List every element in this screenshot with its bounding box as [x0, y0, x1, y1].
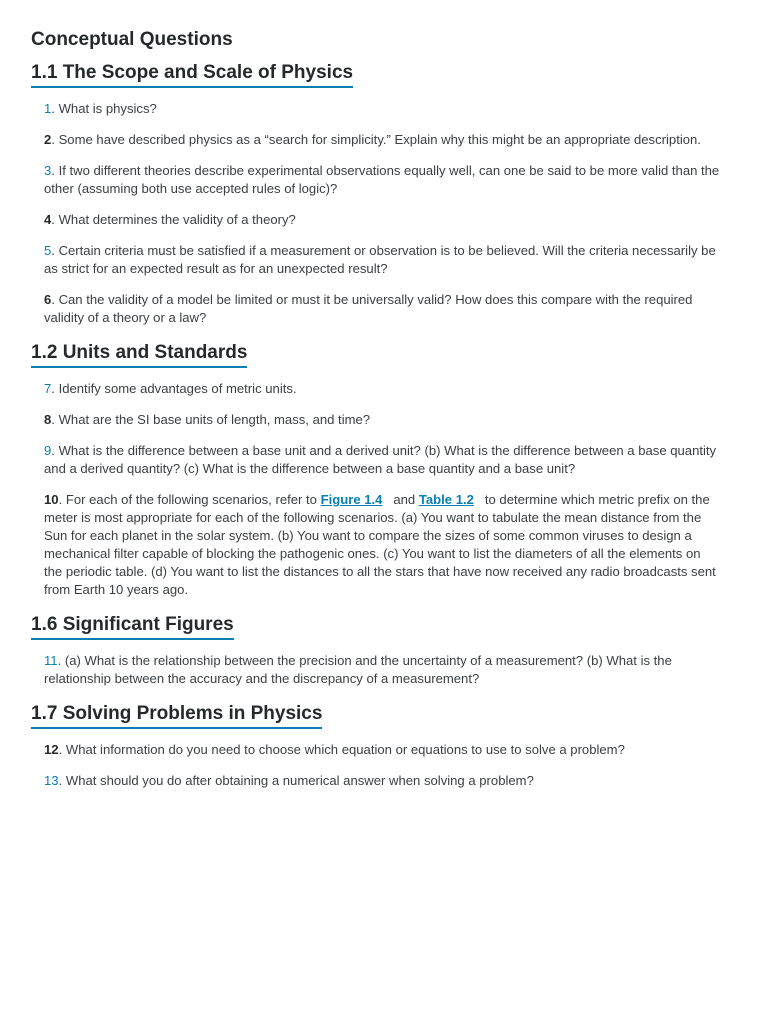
question-text: . What is physics?	[51, 101, 157, 116]
question-5	[44, 242, 722, 278]
question-text: . Certain criteria must be satisfied if a measurement or observation is to be believed. Will the criteria necessarily be as strict for an expected result as for an unexpected result?	[44, 243, 716, 276]
section-heading[interactable]: 1.1 The Scope and Scale of Physics	[31, 60, 353, 88]
question-2	[44, 131, 722, 149]
question-text: . What is the difference between a base unit and a derived unit? (b) What is the difference between a base quantity and a derived quantity? (c) What is the difference between a base quantity and a base unit?	[44, 443, 717, 476]
section-heading[interactable]: 1.2 Units and Standards	[31, 340, 247, 368]
question-number[interactable]: 13	[44, 773, 59, 788]
question-number: 12	[44, 742, 59, 757]
question-8	[44, 411, 722, 429]
section-1-6	[31, 612, 722, 688]
question-text: . What are the SI base units of length, mass, and time?	[51, 412, 371, 427]
question-number[interactable]: 3	[44, 163, 52, 178]
section-1-7	[31, 701, 722, 790]
question-text: . (a) What is the relationship between the precision and the uncertainty of a measurement? (b) What is the relationship between the accuracy and the discrepancy of a measurement?	[44, 653, 672, 686]
section-1-1	[31, 60, 722, 327]
question-text: . What determines the validity of a theory?	[51, 212, 296, 227]
question-number: 2	[44, 132, 52, 147]
question-number: 4	[44, 212, 52, 227]
question-6	[44, 291, 722, 327]
question-text: . Identify some advantages of metric units.	[51, 381, 297, 396]
question-number[interactable]: 1	[44, 101, 52, 116]
question-text: . Some have described physics as a “search for simplicity.” Explain why this might be an appropriate description.	[51, 132, 701, 147]
section-heading[interactable]: 1.7 Solving Problems in Physics	[31, 701, 322, 729]
question-7	[44, 380, 722, 398]
figure-link[interactable]: Figure 1.4	[320, 492, 383, 507]
question-13	[44, 772, 722, 790]
question-number[interactable]: 11	[44, 653, 58, 668]
question-text: . What should you do after obtaining a numerical answer when solving a problem?	[58, 773, 534, 788]
page-title: Conceptual Questions	[31, 29, 233, 50]
question-text: . If two different theories describe experimental observations equally well, can one be said to be more valid than the other (assuming both use accepted rules of logic)?	[44, 163, 720, 196]
question-text: and	[389, 492, 419, 507]
question-10	[44, 491, 722, 599]
question-9	[44, 442, 722, 478]
question-number[interactable]: 5	[44, 243, 52, 258]
question-text: . What information do you need to choose which equation or equations to use to solve a problem?	[58, 742, 625, 757]
question-text: . Can the validity of a model be limited or must it be universally valid? How does this compare with the required validity of a theory or a law?	[44, 292, 693, 325]
section-heading[interactable]: 1.6 Significant Figures	[31, 612, 234, 640]
question-4	[44, 211, 722, 229]
section-1-2	[31, 340, 722, 599]
question-number: 6	[44, 292, 52, 307]
question-3	[44, 162, 722, 198]
table-link[interactable]: Table 1.2	[418, 492, 474, 507]
question-12	[44, 741, 722, 759]
question-text: . For each of the following scenarios, refer to	[58, 492, 321, 507]
question-number: 8	[44, 412, 52, 427]
question-1	[44, 100, 722, 118]
question-11	[44, 652, 722, 688]
question-text: to determine which metric prefix on the meter is most appropriate for each of the following scenarios. (a) You want to tabulate the mean distance from the Sun for each planet in the solar system. (b) You want to compare the sizes of some common viruses to design a mechanical filter capable of blocking the pathogenic ones. (c) You want to list the diameters of all the elements on the periodic table. (d) You want to list the distances to all the stars that have now received any radio broadcasts sent from Earth 10 years ago.	[44, 492, 716, 597]
question-number: 10	[44, 492, 59, 507]
question-number[interactable]: 7	[44, 381, 52, 396]
question-number[interactable]: 9	[44, 443, 52, 458]
